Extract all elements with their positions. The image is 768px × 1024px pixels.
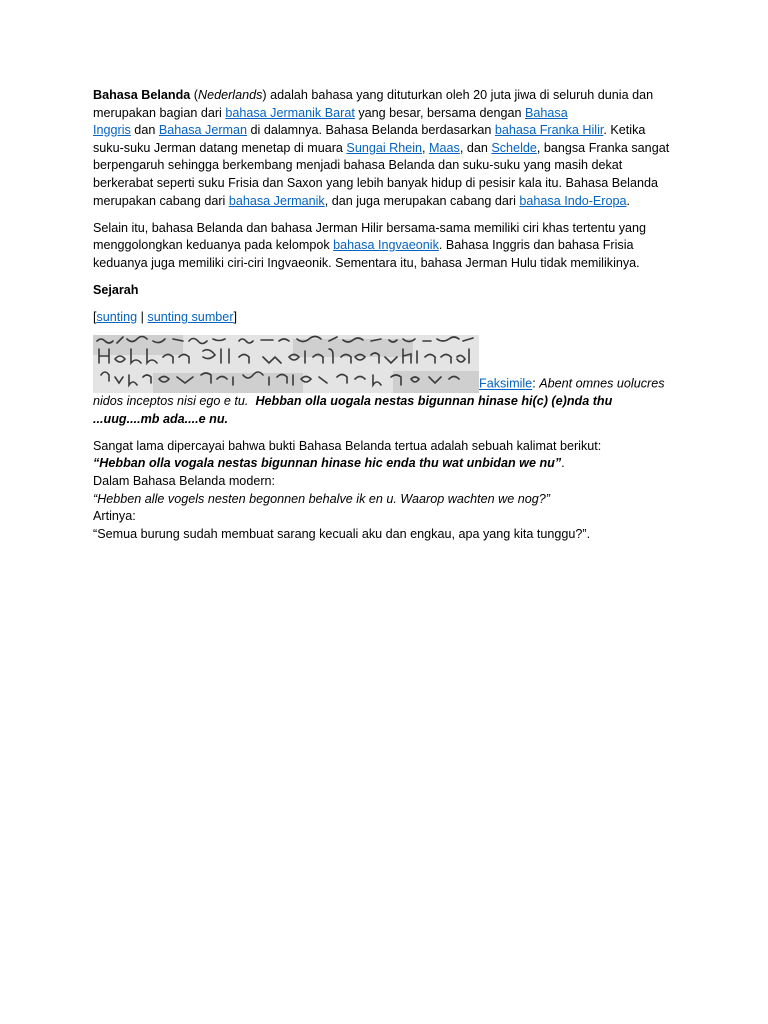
old-dutch-sentence: “Hebban olla vogala nestas bigunnan hinase hic enda thu wat unbidan we nu” xyxy=(93,456,562,471)
link-bahasa-jermanik[interactable]: bahasa Jermanik xyxy=(228,193,325,208)
link-bahasa-indo-eropa[interactable]: bahasa Indo-Eropa xyxy=(519,193,627,208)
text-fragment: , dan juga merupakan cabang dari xyxy=(324,193,520,208)
separator: | xyxy=(137,310,148,325)
edit-source-link[interactable]: sunting sumber xyxy=(147,310,234,325)
link-schelde[interactable]: Schelde xyxy=(491,140,537,155)
latin-caption: Abent omnes uolucres nidos inceptos nisi ego e tu. xyxy=(93,376,665,409)
ingvaeonic-paragraph xyxy=(93,220,678,273)
text-fragment: di dalamnya. Bahasa Belanda berdasarkan xyxy=(247,123,495,138)
document-page xyxy=(93,87,678,543)
closing-line-6: “Semua burung sudah membuat sarang kecuali aku dan engkau, apa yang kita tunggu?”. xyxy=(93,526,591,541)
text-fragment: , bangsa Franka sangat berpengaruh sehingga berkembang menjadi bahasa Belanda dan suku-suku yang masih dekat berkerabat seperti suku Frisia dan Saxon yang lebih banyak hidup di pesisir kala itu. Bahasa Belanda merupakan cabang dari xyxy=(93,140,670,208)
closing-line-1: Sangat lama dipercayai bahwa bukti Bahasa Belanda tertua adalah sebuah kalimat berikut: xyxy=(93,438,602,453)
link-bahasa-inggris-part1[interactable]: Bahasa xyxy=(524,105,568,120)
edit-links xyxy=(93,309,678,327)
closing-line-5: Artinya: xyxy=(93,509,136,524)
text-fragment: yang besar, bersama dengan xyxy=(354,105,525,120)
text-fragment: Selain itu, bahasa Belanda dan bahasa Jerman Hilir bersama-sama memiliki ciri khas tertentu yang menggolongkan keduanya pada kelompok xyxy=(93,220,646,253)
figure-caption-block xyxy=(93,335,678,428)
link-faksimile[interactable]: Faksimile xyxy=(479,376,533,391)
edit-link[interactable]: sunting xyxy=(96,310,138,325)
text-fragment: . xyxy=(561,456,565,471)
text-fragment: ) adalah bahasa yang dituturkan oleh 20 juta jiwa di seluruh dunia dan merupakan bagian dari xyxy=(93,88,654,120)
modern-dutch-sentence: “Hebben alle vogels nesten begonnen behalve ik en u. Waarop wachten we nog?” xyxy=(93,491,550,506)
old-dutch-caption: Hebban olla uogala nestas bigunnan hinase hi(c) (e)nda thu ...uug....mb ada....e nu. xyxy=(93,394,613,426)
link-bahasa-jerman[interactable]: Bahasa Jerman xyxy=(158,123,248,138)
link-maas[interactable]: Maas xyxy=(429,140,460,155)
closing-line-2 xyxy=(93,455,678,473)
link-bahasa-ingvaeonik[interactable]: bahasa Ingvaeonik xyxy=(333,238,439,253)
manuscript-svg xyxy=(93,335,479,393)
section-heading-sejarah: Sejarah xyxy=(93,282,139,297)
bracket-close: ] xyxy=(233,310,238,325)
text-fragment: : xyxy=(532,376,540,391)
link-bahasa-jermanik-barat[interactable]: bahasa Jermanik Barat xyxy=(225,105,355,120)
bracket-open: [ xyxy=(93,310,97,325)
link-bahasa-inggris-part2[interactable]: Inggris xyxy=(93,123,131,138)
text-fragment: . Bahasa Inggris dan bahasa Frisia keduanya juga memiliki ciri-ciri Ingvaeonik. Sementara itu, bahasa Jerman Hulu tidak memilikinya. xyxy=(93,238,640,270)
text-fragment: dan xyxy=(130,123,159,138)
text-fragment: , dan xyxy=(459,140,492,155)
closing-line-3: Dalam Bahasa Belanda modern: xyxy=(93,474,276,488)
intro-paragraph xyxy=(93,87,678,210)
term-bahasa-belanda: Bahasa Belanda xyxy=(93,88,191,102)
text-fragment: , xyxy=(422,140,430,155)
closing-line-4 xyxy=(93,491,678,509)
manuscript-image[interactable] xyxy=(93,335,479,393)
oldest-sentence-block xyxy=(93,438,678,544)
term-nederlands: Nederlands xyxy=(198,88,263,102)
text-fragment: ( xyxy=(190,88,198,102)
text-fragment: . Ketika suku-suku Jerman datang menetap di muara xyxy=(93,123,646,155)
text-fragment: . xyxy=(626,193,631,208)
link-sungai-rhein[interactable]: Sungai Rhein xyxy=(346,140,423,155)
link-bahasa-franka-hilir[interactable]: bahasa Franka Hilir xyxy=(494,123,604,138)
